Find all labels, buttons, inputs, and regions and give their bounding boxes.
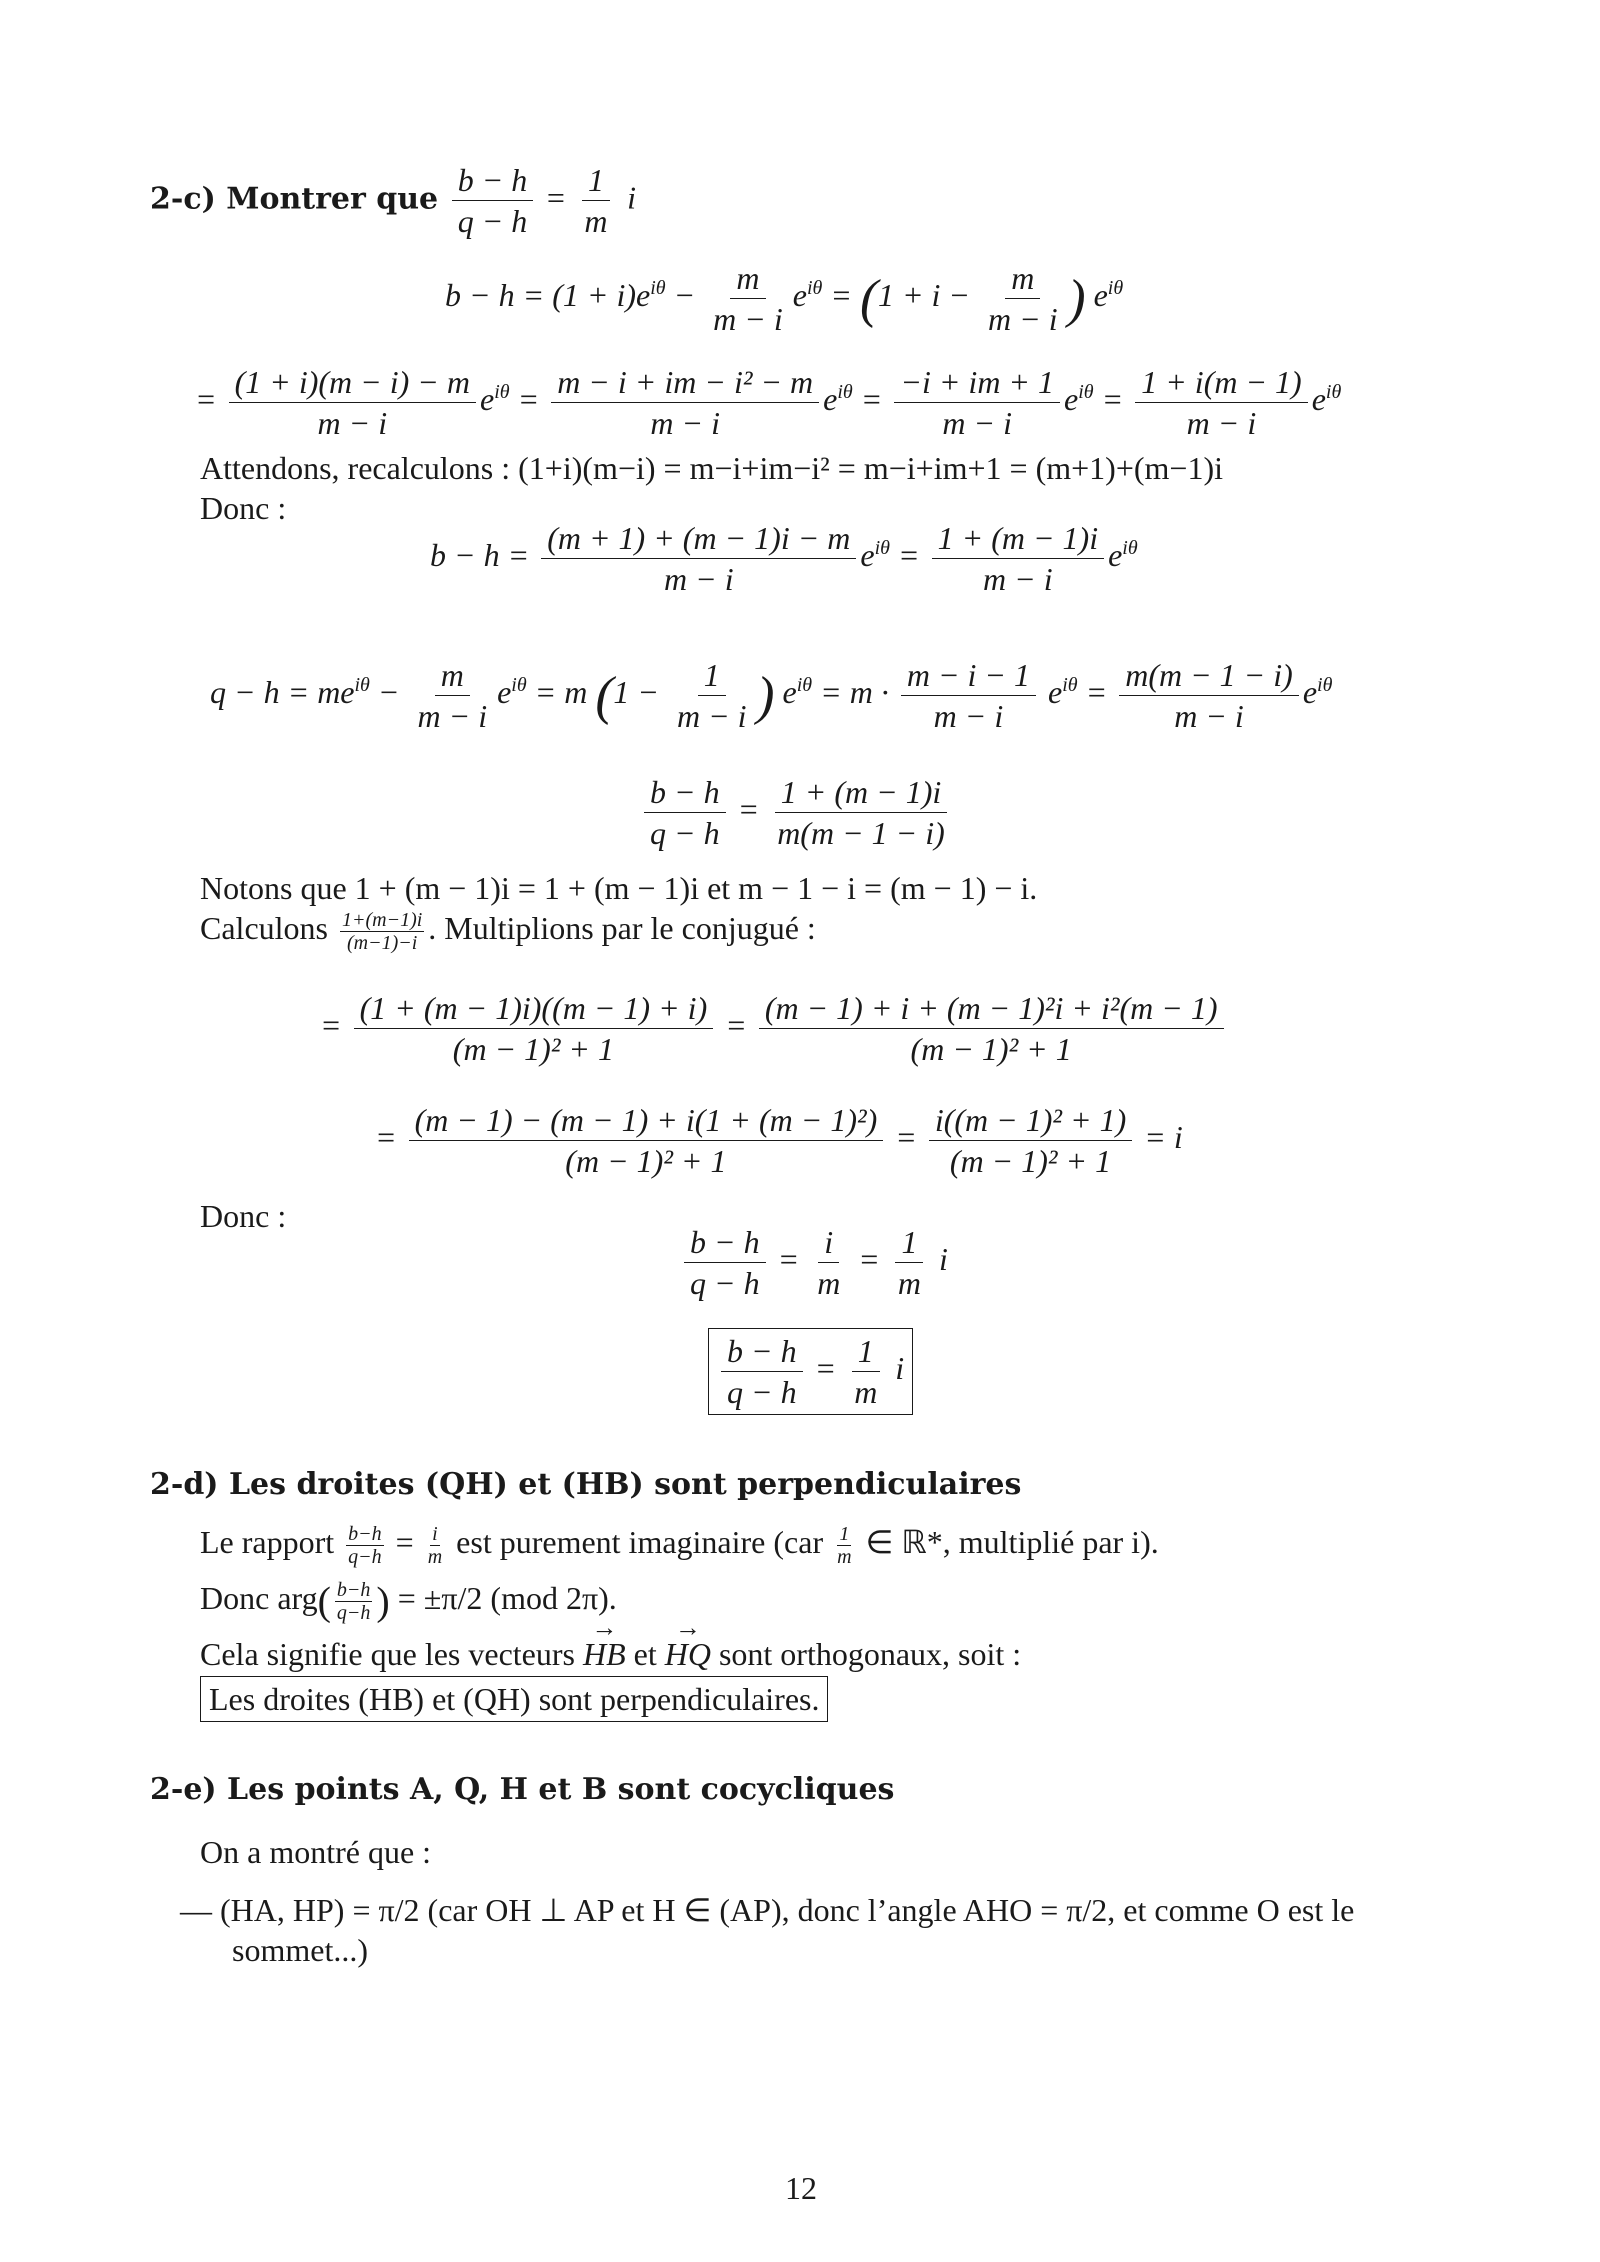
box-rhs xyxy=(848,1331,883,1412)
eq-l4-f1 xyxy=(411,655,493,736)
rap-frac xyxy=(346,1523,384,1568)
goal-den: q − h xyxy=(457,203,528,239)
rap-eq-frac xyxy=(426,1523,444,1568)
arg-num: b−h xyxy=(336,1579,371,1602)
eq-l3-f2-den: m − i xyxy=(983,561,1053,597)
eq-l5-rhs-num: 1 + (m − 1)i xyxy=(775,772,948,813)
vec-pre: Cela signifie que les vecteurs xyxy=(200,1636,575,1672)
goal-rhs-num: 1 xyxy=(582,160,610,201)
eq-l8-r2-den: m xyxy=(897,1265,921,1301)
eq-l4-lhs: q − h = me xyxy=(210,673,355,710)
box-rhs-num: 1 xyxy=(852,1331,880,1372)
eq-bh-lhs: b − h = (1 + i)e xyxy=(445,276,651,313)
rap-num: b−h xyxy=(348,1523,382,1546)
box-num: b − h xyxy=(721,1331,803,1372)
eq-conj-line2: = $\frac{\text{(m − 1) − (m − 1) + i(1 + (m − 1)²)}}{\text{(m − 1)² + 1}}$ = $\frac{\text{i((m − 1)² + 1)}}{\text{(m − 1)² + 1}}$ = i xyxy=(375,1102,1183,1179)
rap-f-num: 1 xyxy=(839,1523,850,1546)
vec-post: sont orthogonaux, soit : xyxy=(718,1636,1022,1672)
arg-den: q−h xyxy=(336,1602,371,1625)
section-2c-heading: 2-c) Montrer que $\frac{b - h}{q - h}$ = $\frac{1}{m}$ i xyxy=(150,162,636,239)
eq-l2-f4-num: 1 + i(m − 1) xyxy=(1135,362,1308,403)
goal-fraction xyxy=(452,160,534,241)
rap-f-den: m xyxy=(837,1546,852,1569)
rap-eq-den: m xyxy=(427,1546,443,1569)
recalc-text: Attendons, recalculons : (1+i)(m−i) = m−i+im−i² = m−i+im+1 = (m+1)+(m−1)i xyxy=(200,450,1223,486)
eq-bh-paren: 1 + i − xyxy=(877,276,971,313)
eq-l7-f2-den: (m − 1)² + 1 xyxy=(949,1143,1112,1179)
vectors-line xyxy=(200,1634,1021,1674)
conclusion-box: Les droites (HB) et (QH) sont perpendiculaires. xyxy=(200,1676,828,1722)
eq-l3-f2-num: 1 + (m − 1)i xyxy=(932,518,1105,559)
eq-l3-f1-num: (m + 1) + (m − 1)i − m xyxy=(541,518,856,559)
list-item-cont: sommet...) xyxy=(232,1932,368,1968)
eq-l7-f1 xyxy=(409,1100,884,1181)
calc-den: (m−1)−i xyxy=(346,932,418,955)
rap-mid: est purement imaginaire (car xyxy=(456,1524,824,1560)
rap-post: ∈ ℝ*, multiplié par i). xyxy=(865,1524,1159,1560)
intro-2e: On a montré que : xyxy=(200,1834,432,1870)
eq-conj-line1: = $\frac{(1 + (m - 1)i)((m - 1) + i)}{\text{(m − 1)² + 1}}$ = $\frac{\text{(m − 1) + i + (m − 1)²i + i²(m − 1)}}{\text{(m − 1)² + 1}}$ xyxy=(320,988,1228,1069)
eq-l5-num: b − h xyxy=(644,772,726,813)
eq-l7-f2-num: i((m − 1)² + 1) xyxy=(929,1100,1132,1141)
eq-l3-f2 xyxy=(932,518,1105,599)
eq-l6-f2-den: (m − 1)² + 1 xyxy=(910,1031,1072,1067)
list-item xyxy=(180,1890,1354,1930)
eq-l4-f3-den: m − i xyxy=(933,698,1004,734)
section-2e-heading: 2-e) Les points A, Q, H et B sont cocycliques xyxy=(150,1772,895,1807)
eq-bh-line1: $b - h = (1 + i)e^{i\theta}$ − $\frac{m}{m - i}$ $e^{i\theta} = (1 + i$ − $\frac{m}{m - i}$ ) $e^{i\theta}$ xyxy=(445,260,1124,337)
eq-bh-line3: b − h = $\frac{(m + 1) + (m - 1)i - m}{m - i}$ $e^{i\theta}$ = $\frac{1 + (m - 1)i}{m - i}$ $e^{i\theta}$ xyxy=(430,520,1138,597)
donc-1: Donc : xyxy=(200,490,287,526)
eq-l6-f2 xyxy=(759,988,1224,1069)
box-tail: i xyxy=(895,1349,905,1386)
eq-l5-lhs xyxy=(644,772,726,853)
page-number: 12 xyxy=(785,2170,817,2206)
eq-qh-line: $q - h = me^{i\theta}$ − $\frac{m}{m - i}$ $e^{i\theta} = m$ (1 − $\frac{1}{m - i}$ ) $e^{i\theta} = m$ · $\frac{m - i - 1}{m - i}$ $e^{i\theta}$ = $\frac{m(m - 1 - i)}{m - i}$ $e^{i\theta}$ xyxy=(210,657,1333,734)
eq-l8-den: q − h xyxy=(690,1265,760,1301)
donc-2: Donc : xyxy=(200,1198,287,1234)
eq-l4-f4-den: m − i xyxy=(1174,698,1244,734)
vector-hb: → HB xyxy=(583,1634,626,1674)
goal-tail: i xyxy=(627,179,636,216)
eq-l2-f2-num: m − i + im − i² − m xyxy=(551,362,819,403)
eq-l8-r2 xyxy=(892,1222,927,1303)
eq-l3-f1 xyxy=(541,518,856,599)
eq-l4-f4-num: m(m − 1 − i) xyxy=(1119,655,1299,696)
eq-l3-f1-den: m − i xyxy=(664,561,734,597)
eq-l8-r2-num: 1 xyxy=(895,1222,923,1263)
boxed-result: $\frac{b - h}{q - h}$ = $\frac{1}{m}$ i xyxy=(708,1328,913,1415)
rap-pre: Le rapport xyxy=(200,1524,335,1560)
eq-l4-f3-num: m − i − 1 xyxy=(901,655,1036,696)
arg-frac xyxy=(335,1579,373,1624)
eq-l2-f1-num: (1 + i)(m − i) − m xyxy=(229,362,476,403)
eq-l7-f2 xyxy=(929,1100,1132,1181)
eq-l8-r1-den: m xyxy=(817,1265,841,1301)
eq-bh-frac-num: m xyxy=(730,258,765,299)
arg-post: = ±π/2 (mod 2π). xyxy=(397,1580,617,1616)
list-item-text: (HA, HP) = π/2 (car OH ⊥ AP et H ∈ (AP), donc l’angle AHO = π/2, et comme O est le xyxy=(220,1892,1355,1928)
eq-bh-frac2-den: m − i xyxy=(988,301,1058,337)
eq-l2-f2-den: m − i xyxy=(650,405,720,441)
rap-eq-num: i xyxy=(432,1523,438,1546)
eq-l4-f1-num: m xyxy=(435,655,470,696)
box-frac xyxy=(721,1331,803,1412)
eq-l8-num: b − h xyxy=(684,1222,766,1263)
eq-l8-lhs xyxy=(684,1222,766,1303)
eq-l2-f1 xyxy=(229,362,476,443)
eq-l2-f4-den: m − i xyxy=(1186,405,1257,441)
vector-hq: → HQ xyxy=(665,1634,711,1674)
box-den: q − h xyxy=(727,1374,797,1410)
eq-bh-frac2 xyxy=(982,258,1064,339)
arg-line: Donc arg( $\frac{b-h}{q-h}$ ) = ±π/2 (mod 2π). xyxy=(200,1578,617,1625)
eq-l7-f1-num: (m − 1) − (m − 1) + i(1 + (m − 1)²) xyxy=(409,1100,884,1141)
calculons-line xyxy=(200,908,816,954)
eq-l5-rhs xyxy=(771,772,951,853)
eq-l6-f1-num: (1 + (m − 1)i)((m − 1) + i) xyxy=(354,988,714,1029)
eq-l3-lhs: b − h = xyxy=(430,536,530,573)
eq-bh-frac xyxy=(707,258,789,339)
section-2d-heading: 2-d) Les droites (QH) et (HB) sont perpendiculaires xyxy=(150,1467,1022,1502)
calc-frac xyxy=(340,909,424,954)
calc-post: . Multiplions par le conjugué : xyxy=(428,910,816,946)
eq-l8-tail: i xyxy=(939,1240,948,1277)
eq-l4-f3 xyxy=(901,655,1036,736)
eq-l8-r1-num: i xyxy=(818,1222,839,1263)
eq-l2-f2 xyxy=(551,362,819,443)
eq-l4-f1-den: m − i xyxy=(417,698,488,734)
eq-bh-line2: = $\frac{(1 + i)(m - i) - m}{m - i}$ $e^{i\theta}$ = $\frac{\text{m − i + im − i² − m}}{m - i}$ $e^{i\theta}$ = $\frac{-i + im + 1}{m - i}$ $e^{i\theta}$ = $\frac{1 + i(m - 1)}{m - i}$ $e^{i\theta}$ xyxy=(195,364,1342,441)
vec-mid: et xyxy=(633,1636,657,1672)
list-dash: — xyxy=(180,1892,212,1928)
section-2c-label: 2-c) Montrer que xyxy=(150,181,439,217)
eq-l2-f3-num: −i + im + 1 xyxy=(894,362,1060,403)
eq-l7-tail: = i xyxy=(1144,1118,1183,1155)
eq-l4-f2-den: m − i xyxy=(676,698,747,734)
eq-l7-f1-den: (m − 1)² + 1 xyxy=(565,1143,727,1179)
rapport-line: Le rapport $\frac{b-h}{q-h}$ = $\frac{i}{m}$ est purement imaginaire (car $\frac{1}{m}$ ∈ ℝ*, multiplié par i). xyxy=(200,1523,1159,1569)
eq-l6-f1-den: (m − 1)² + 1 xyxy=(452,1031,614,1067)
notons-text: Notons que 1 + (m − 1)i = 1 + (m − 1)i et m − 1 − i = (m − 1) − i. xyxy=(200,870,1038,906)
eq-l2-f3 xyxy=(894,362,1060,443)
eq-l6-f1 xyxy=(354,988,714,1069)
eq-l8-r1 xyxy=(811,1222,846,1303)
eq-bh-frac2-num: m xyxy=(1005,258,1040,299)
eq-bh-frac-den: m − i xyxy=(713,301,783,337)
goal-rhs-fraction xyxy=(578,160,613,241)
eq-l4-f4 xyxy=(1119,655,1299,736)
arg-pre: Donc arg xyxy=(200,1580,318,1616)
eq-l4-f2 xyxy=(671,655,753,736)
eq-final-line: $\frac{b - h}{q - h}$ = $\frac{i}{m}$ = $\frac{1}{m}$ i xyxy=(680,1222,948,1303)
eq-l2-f3-den: m − i xyxy=(942,405,1012,441)
conclusion-2d xyxy=(200,1676,828,1722)
goal-num: b − h xyxy=(452,160,534,201)
eq-ratio-line: $\frac{b - h}{q - h}$ = $\frac{1 + (m - 1)i}{m(m - 1 - i)}$ xyxy=(640,772,955,853)
goal-rhs-den: m xyxy=(584,203,608,239)
eq-l2-f4 xyxy=(1135,362,1308,443)
eq-l5-rhs-den: m(m − 1 − i) xyxy=(777,815,945,851)
box-rhs-den: m xyxy=(854,1374,878,1410)
eq-l2-f1-den: m − i xyxy=(317,405,388,441)
rap-f xyxy=(835,1523,853,1568)
eq-l5-den: q − h xyxy=(650,815,720,851)
calc-pre: Calculons xyxy=(200,910,328,946)
eq-l4-f2-num: 1 xyxy=(698,655,726,696)
eq-l6-f2-num: (m − 1) + i + (m − 1)²i + i²(m − 1) xyxy=(759,988,1224,1029)
calc-num: 1+(m−1)i xyxy=(341,909,423,932)
rap-den: q−h xyxy=(348,1546,382,1569)
